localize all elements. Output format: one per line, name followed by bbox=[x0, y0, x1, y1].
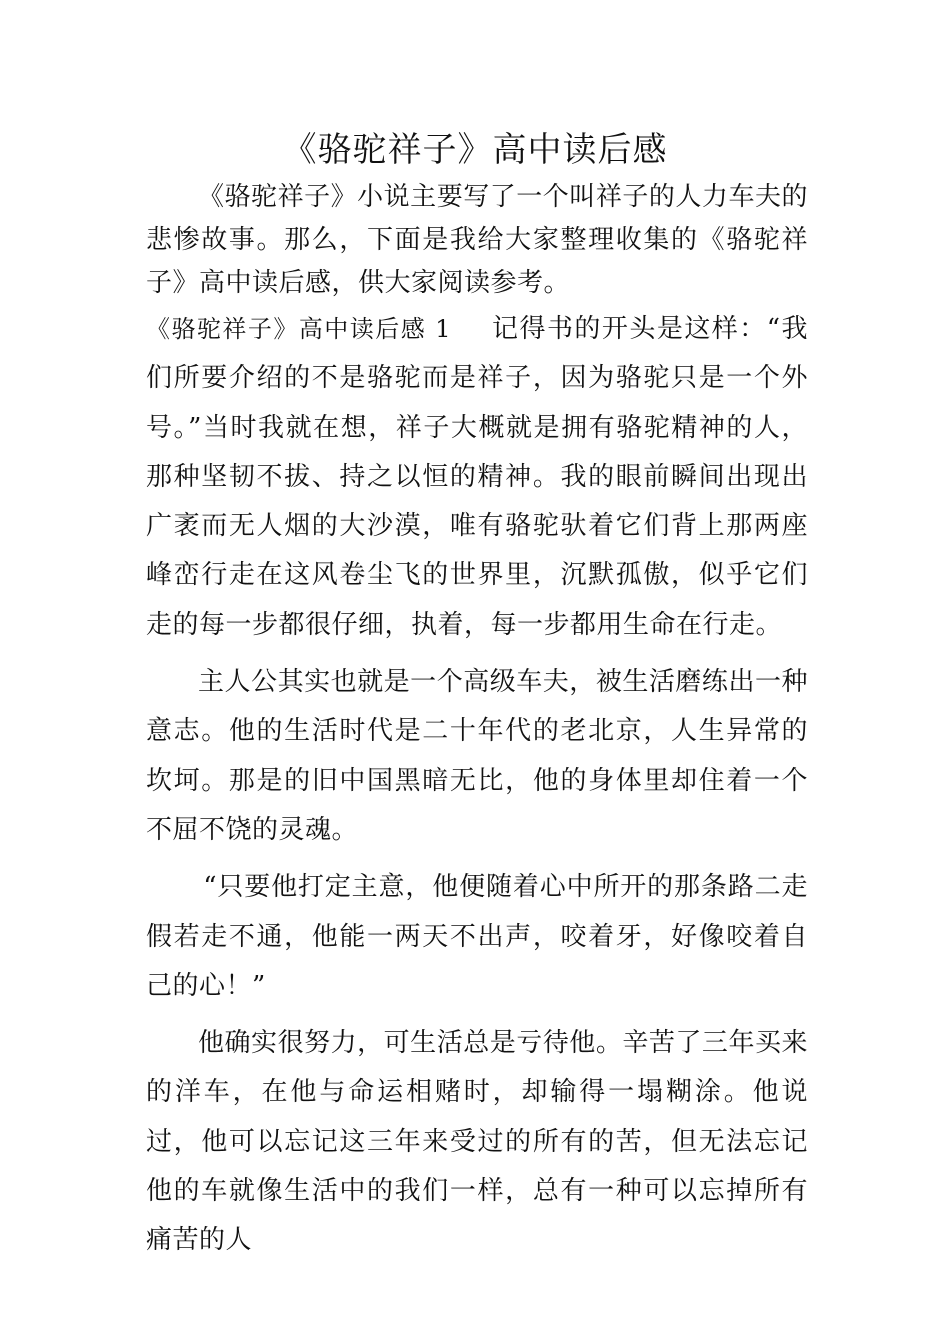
paragraph-1-text: 记得书的开头是这样：“我们所要介绍的不是骆驼而是祥子，因为骆驼只是一个外号。”当时我就在想，祥子大概就是拥有骆驼精神的人，那种坚韧不拔、持之以恒的精神。我的眼前瞬间出现出广袤而无人烟的大沙漠，唯有骆驼驮着它们背上那两座峰峦行走在这风卷尘飞的世界里，沉默孤傲，似乎它们走的每一步都很仔细，执着，每一步都用生命在行走。 bbox=[146, 314, 808, 640]
paragraph-2: 主人公其实也就是一个高级车夫，被生活磨练出一种意志。他的生活时代是二十年代的老北京，人生异常的坎坷。那是的旧中国黑暗无比，他的身体里却住着一个不屈不饶的灵魂。 bbox=[146, 667, 808, 845]
document-title: 《骆驼祥子》高中读后感 bbox=[282, 130, 668, 170]
intro-paragraph: 《骆驼祥子》小说主要写了一个叫祥子的人力车夫的悲惨故事。那么，下面是我给大家整理收集的《骆驼祥子》高中读后感，供大家阅读参考。 bbox=[146, 182, 808, 298]
paragraph-4: 他确实很努力，可生活总是亏待他。辛苦了三年买来的洋车，在他与命运相赌时，却输得一塌糊涂。他说过，他可以忘记这三年来受过的所有的苦，但无法忘记他的车就像生活中的我们一样，总有一种可以忘掉所有痛苦的人 bbox=[146, 1028, 808, 1256]
section-1-paragraph bbox=[146, 305, 808, 650]
paragraph-3: “只要他打定主意，他便随着心中所开的那条路二走假若走不通，他能一两天不出声，咬着牙，好像咬着自己的心！” bbox=[146, 872, 808, 1001]
document-body bbox=[146, 176, 808, 1266]
section-heading: 《骆驼祥子》高中读后感 1 bbox=[146, 315, 452, 343]
